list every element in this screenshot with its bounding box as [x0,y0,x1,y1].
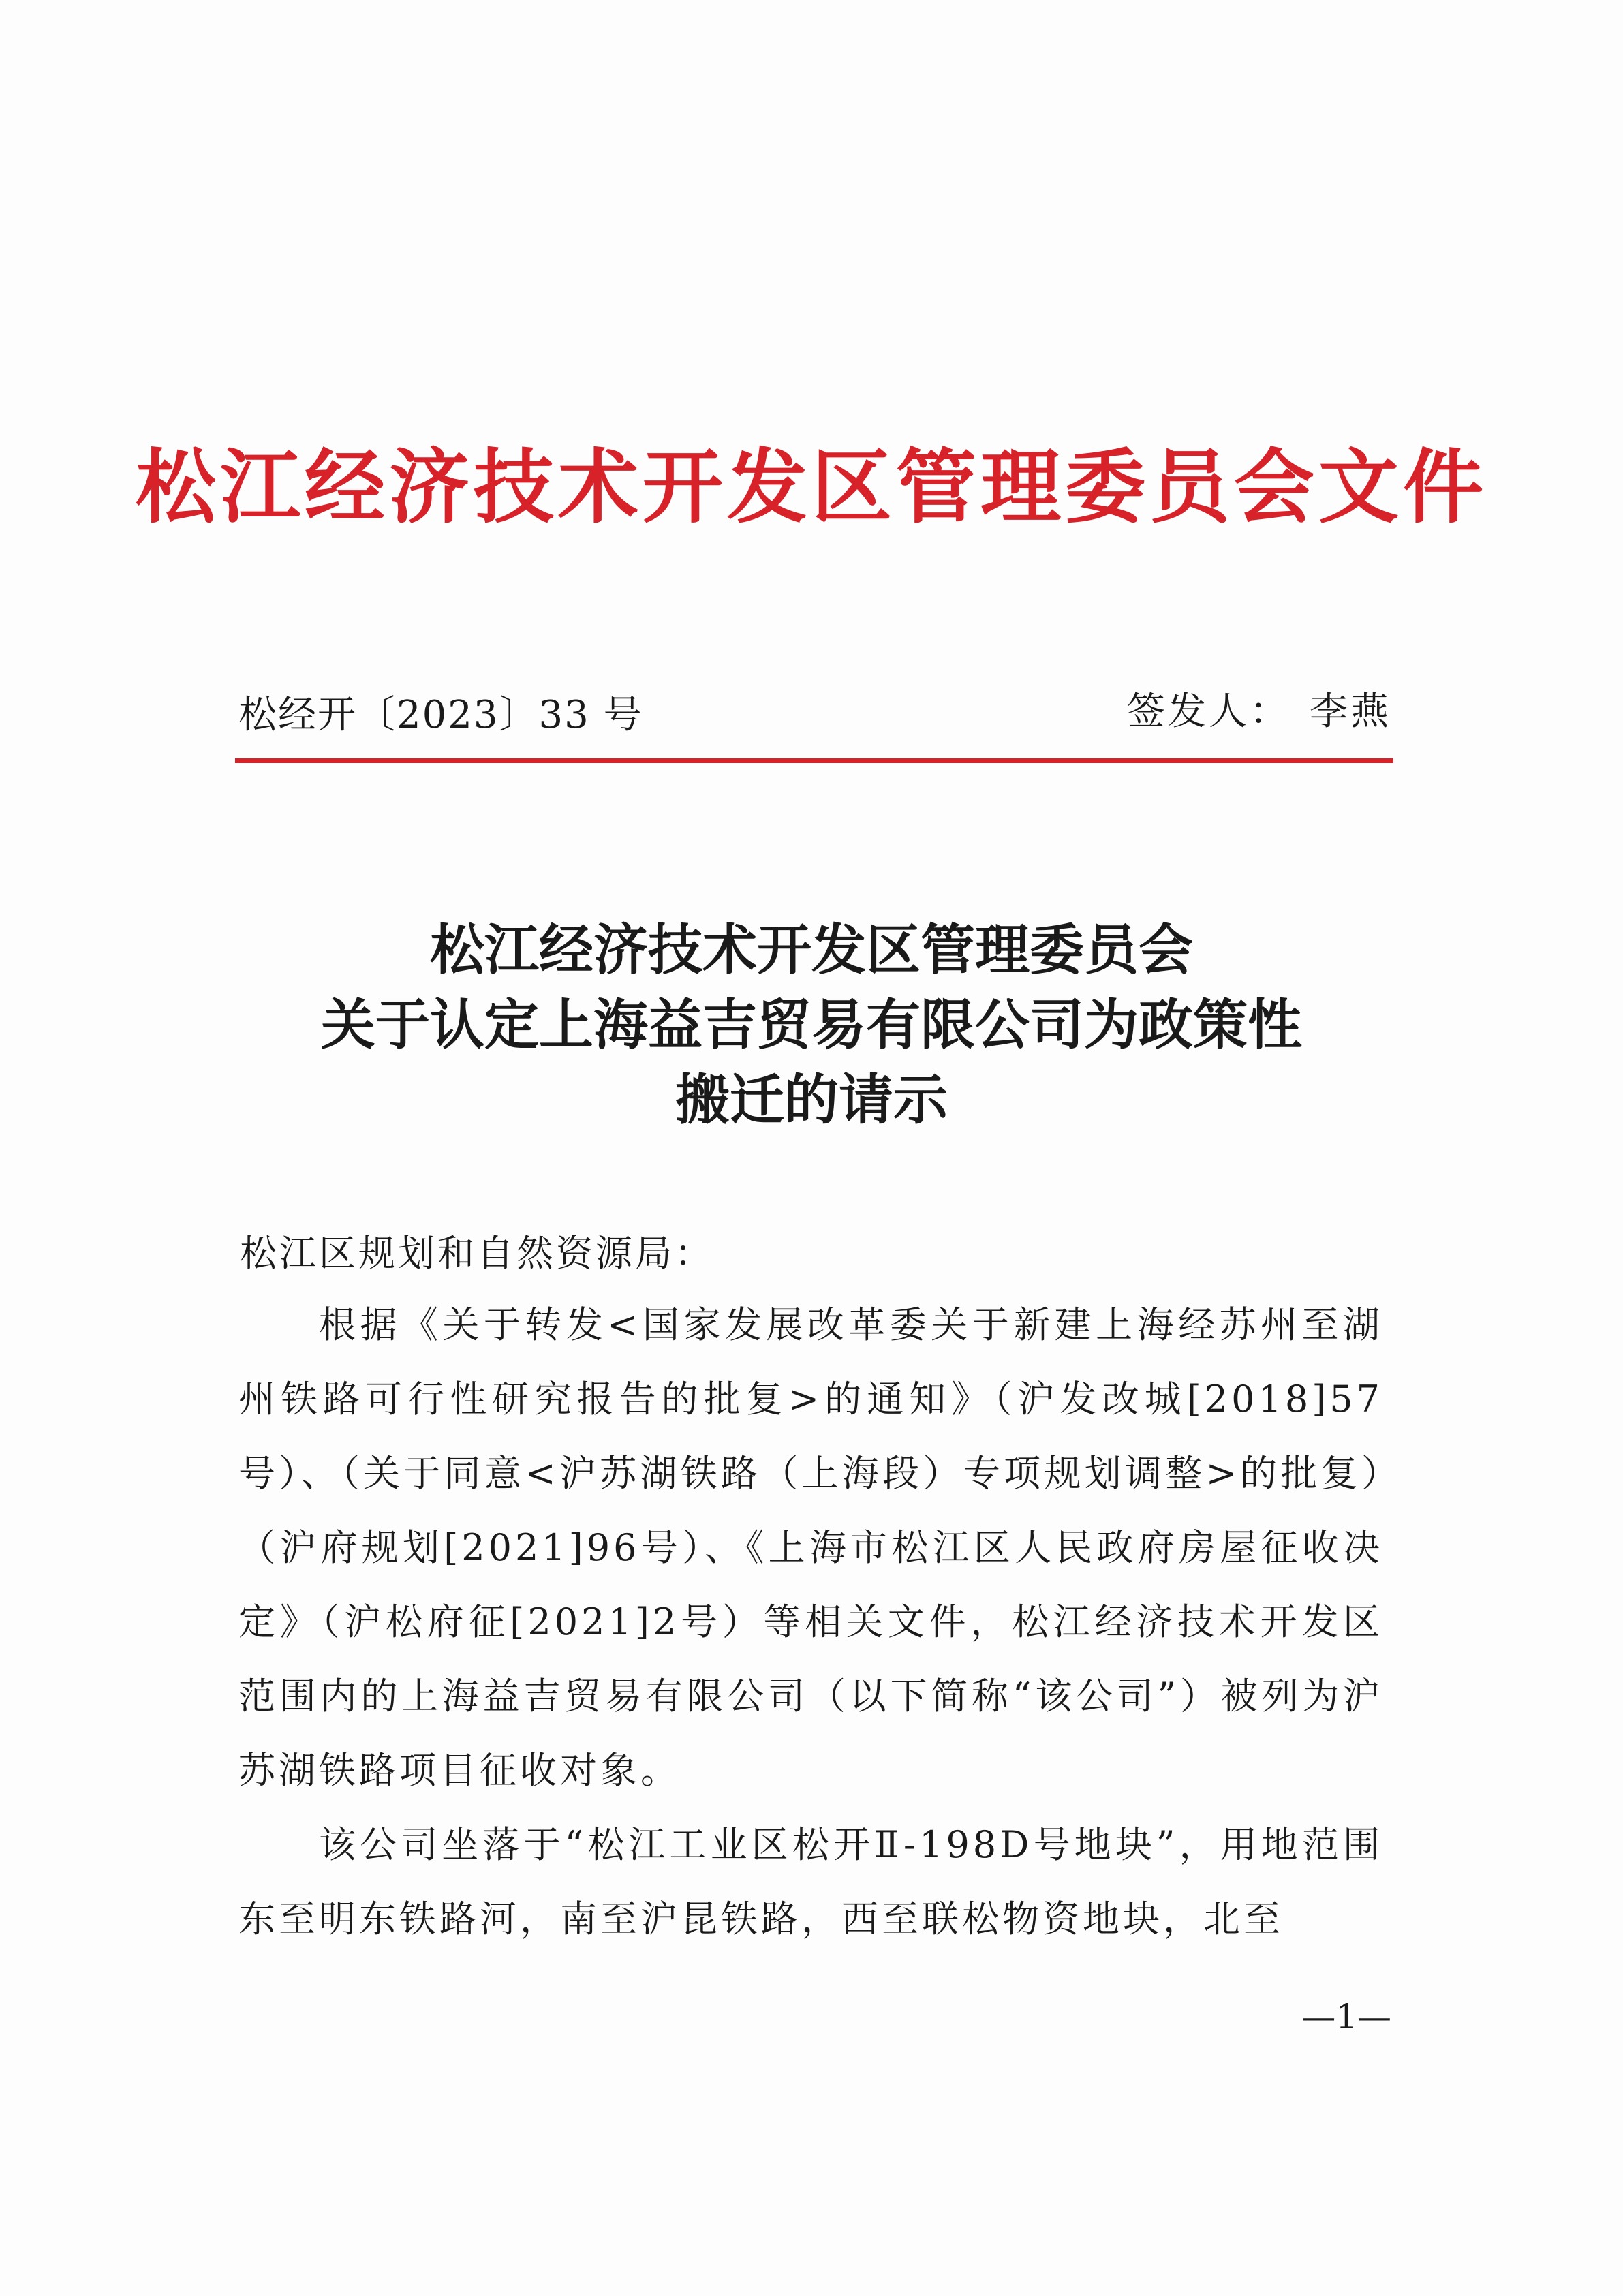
document-title [0,913,1623,1138]
signer-block [1127,685,1391,739]
document-number: 松经开〔2023〕33 号 [238,693,643,737]
recipient-line: 松江区规划和自然资源局： [240,1232,714,1275]
body-text [238,1288,1383,1956]
signer-label: 签发人： [1127,689,1290,734]
red-divider-rule [235,758,1393,763]
title-line-3: 搬迁的请示 [675,1068,948,1132]
page-number: —1— [1301,1997,1391,2036]
title-line-2: 关于认定上海益吉贸易有限公司为政策性 [321,993,1302,1057]
body-paragraph-2: 该公司坐落于“松江工业区松开Ⅱ-198D号地块”，用地范围东至明东铁路河，南至沪昆铁路，西至联松物资地块，北至 [238,1823,1383,1940]
title-line-1: 松江经济技术开发区管理委员会 [430,918,1193,982]
body-paragraph-1: 根据《关于转发<国家发展改革委关于新建上海经苏州至湖州铁路可行性研究报告的批复>的通知》（沪发改城[2018]57号）、（关于同意<沪苏湖铁路（上海段）专项规划调整>的批复）（沪府规划[2021]96号）、《上海市松江区人民政府房屋征收决定》（沪松府征[2021]2号）等相关文件，松江经济技术开发区范围内的上海益吉贸易有限公司（以下简称“该公司”）被列为沪苏湖铁路项目征收对象。 [238,1303,1383,1792]
signer-name: 李燕 [1310,689,1391,734]
masthead-title: 松江经济技术开发区管理委员会文件 [135,440,1487,534]
